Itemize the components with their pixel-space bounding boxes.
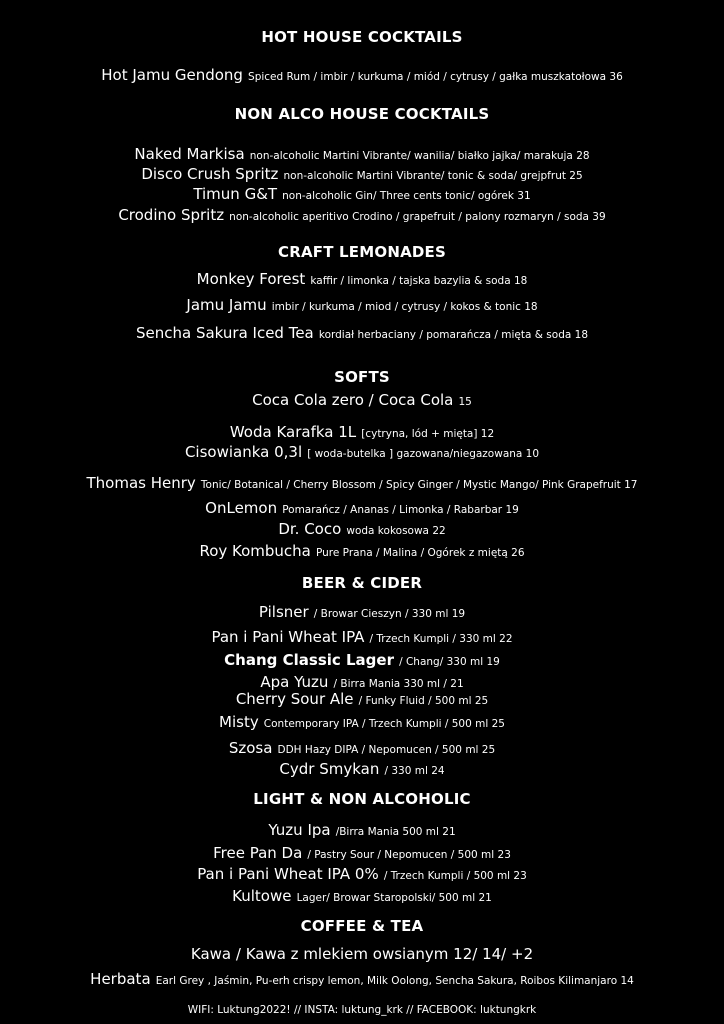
- menu-item: [0, 822, 724, 838]
- menu-item: [0, 297, 724, 313]
- menu-item-details: kaffir / limonka / tajska bazylia & soda 18: [310, 275, 528, 287]
- menu-item-name: Apa Yuzu: [260, 673, 329, 691]
- menu-item-name: OnLemon: [205, 499, 278, 517]
- menu-item: [0, 971, 724, 987]
- menu-item-name: Kawa / Kawa z mlekiem owsianym 12/ 14/ +2: [190, 945, 534, 963]
- menu-item-details: / Trzech Kumpli / 500 ml 23: [383, 870, 527, 882]
- section-heading: BEER & CIDER: [301, 574, 423, 592]
- menu-item-name: Szosa: [228, 739, 273, 757]
- menu-item-details: / Trzech Kumpli / 330 ml 22: [369, 633, 513, 645]
- menu-item-details: imbir / kurkuma / miod / cytrusy / kokos & tonic 18: [271, 301, 538, 313]
- menu-item: [0, 146, 724, 162]
- menu-item: [0, 866, 724, 882]
- menu-item: [0, 604, 724, 620]
- menu-item: [0, 652, 724, 668]
- menu-item: [0, 543, 724, 559]
- menu-item: [0, 845, 724, 861]
- menu-item-name: Jamu Jamu: [186, 296, 267, 314]
- menu-item-details: woda kokosowa 22: [346, 525, 446, 537]
- menu-item-details: kordiał herbaciany / pomarańcza / mięta & soda 18: [318, 329, 588, 341]
- menu-item-name: Roy Kombucha: [199, 542, 311, 560]
- menu-item-details: / Pastry Sour / Nepomucen / 500 ml 23: [307, 849, 511, 861]
- menu-item: [0, 521, 724, 537]
- section-heading: SOFTS: [334, 368, 390, 386]
- menu-item: [0, 946, 724, 962]
- menu-item-details: [ woda-butelka ] gazowana/niegazowana 10: [307, 448, 540, 460]
- menu-item-name: Cherry Sour Ale: [235, 690, 354, 708]
- menu-item-details: / 330 ml 24: [384, 765, 445, 777]
- menu-item-name: Cisowianka 0,3l: [184, 443, 303, 461]
- menu-item-name: Timun G&T: [193, 185, 278, 203]
- menu-item: [0, 888, 724, 904]
- menu-item-details: Contemporary IPA / Trzech Kumpli / 500 ml 25: [263, 718, 505, 730]
- menu-item-name: Misty: [219, 713, 259, 731]
- menu-item: [0, 444, 724, 460]
- menu-item-details: Spiced Rum / imbir / kurkuma / miód / cytrusy / gałka muszkatołowa 36: [248, 71, 623, 83]
- menu-item-details: / Birra Mania 330 ml / 21: [333, 678, 464, 690]
- menu-item-details: non-alcoholic Martini Vibrante/ wanilia/ białko jajka/ marakuja 28: [249, 150, 590, 162]
- menu-item: [0, 166, 724, 182]
- menu-item-name: Naked Markisa: [134, 145, 245, 163]
- menu-item-name: Free Pan Da: [213, 844, 303, 862]
- menu-item: [0, 691, 724, 707]
- menu-item-details: / Browar Cieszyn / 330 ml 19: [313, 608, 466, 620]
- menu-item-details: 15: [458, 396, 472, 408]
- menu-item-name: Herbata: [90, 970, 151, 988]
- menu-item: [0, 207, 724, 223]
- footer-contact-info: WIFI: Luktung2022! // INSTA: luktung_krk // FACEBOOK: luktungkrk: [187, 1004, 537, 1016]
- menu-item-name: Woda Karafka 1L: [229, 423, 357, 441]
- menu-item-details: Pure Prana / Malina / Ogórek z miętą 26: [315, 547, 525, 559]
- menu-item-details: Tonic/ Botanical / Cherry Blossom / Spicy Ginger / Mystic Mango/ Pink Grapefruit 17: [200, 479, 638, 491]
- menu-item: [0, 67, 724, 83]
- menu-item-details: non-alcoholic Gin/ Three cents tonic/ ogórek 31: [282, 190, 531, 202]
- menu-item-details: Pomarańcz / Ananas / Limonka / Rabarbar 19: [282, 504, 519, 516]
- menu-item-name: Pan i Pani Wheat IPA 0%: [197, 865, 379, 883]
- menu-item-details: / Funky Fluid / 500 ml 25: [358, 695, 489, 707]
- menu-item-details: non-alcoholic aperitivo Crodino / grapefruit / palony rozmaryn / soda 39: [229, 211, 606, 223]
- menu-item-name: Crodino Spritz: [118, 206, 225, 224]
- section-heading: COFFEE & TEA: [300, 917, 424, 935]
- menu-item: [0, 714, 724, 730]
- section-heading: CRAFT LEMONADES: [277, 243, 446, 261]
- menu-item-name: Sencha Sakura Iced Tea: [135, 324, 314, 342]
- menu-item-details: Lager/ Browar Staropolski/ 500 ml 21: [296, 892, 492, 904]
- section-heading: LIGHT & NON ALCOHOLIC: [253, 790, 471, 808]
- menu-item-name: Kultowe: [232, 887, 292, 905]
- menu-item: [0, 325, 724, 341]
- menu-item: [0, 500, 724, 516]
- menu-item: [0, 392, 724, 408]
- menu-item-name: Chang Classic Lager: [224, 651, 394, 669]
- menu-item-name: Hot Jamu Gendong: [101, 66, 243, 84]
- menu-item: [0, 761, 724, 777]
- menu-item-name: Pan i Pani Wheat IPA: [211, 628, 365, 646]
- menu-item: [0, 271, 724, 287]
- menu-item: [0, 186, 724, 202]
- section-heading: HOT HOUSE COCKTAILS: [261, 28, 463, 46]
- menu-item-details: [cytryna, lód + mięta] 12: [361, 428, 495, 440]
- menu-item-name: Monkey Forest: [196, 270, 306, 288]
- menu-item-details: /Birra Mania 500 ml 21: [335, 826, 456, 838]
- menu-item-name: Coca Cola zero / Coca Cola: [252, 391, 454, 409]
- menu-item: [0, 629, 724, 645]
- section-heading: NON ALCO HOUSE COCKTAILS: [234, 105, 490, 123]
- menu-item-details: / Chang/ 330 ml 19: [399, 656, 500, 668]
- menu-item-details: Earl Grey , Jaśmin, Pu-erh crispy lemon, Milk Oolong, Sencha Sakura, Roibos Kilimanjaro 14: [155, 975, 634, 987]
- menu-item: [0, 674, 724, 690]
- menu-item-name: Thomas Henry: [86, 474, 196, 492]
- menu-item: [0, 740, 724, 756]
- menu-item-name: Disco Crush Spritz: [141, 165, 279, 183]
- menu-item: [0, 475, 724, 491]
- menu-item-name: Yuzu Ipa: [268, 821, 331, 839]
- menu-item-name: Cydr Smykan: [279, 760, 380, 778]
- menu-item: [0, 424, 724, 440]
- menu-item-name: Pilsner: [258, 603, 309, 621]
- menu-item-details: non-alcoholic Martini Vibrante/ tonic & soda/ grejpfrut 25: [283, 170, 583, 182]
- menu-item-details: DDH Hazy DIPA / Nepomucen / 500 ml 25: [277, 744, 496, 756]
- menu-item-name: Dr. Coco: [278, 520, 342, 538]
